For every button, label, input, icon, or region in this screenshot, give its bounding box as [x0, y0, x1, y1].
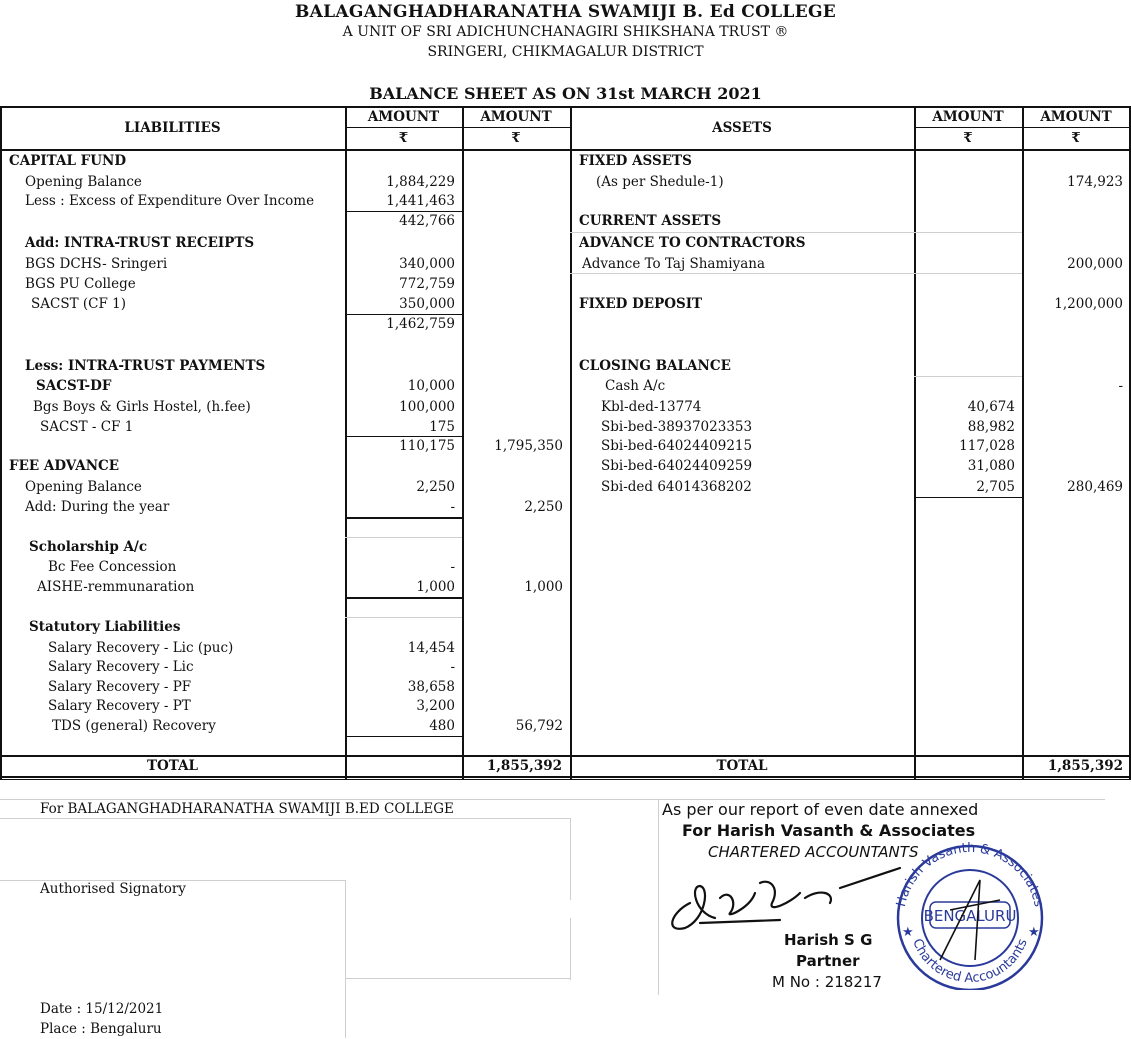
asset-label: Sbi-bed-64024409215 [601, 438, 753, 454]
asset-label: Sbi-bed-64024409259 [601, 458, 753, 474]
liability-amount-1: 10,000 [407, 378, 455, 394]
liability-amount-1: 350,000 [399, 296, 455, 312]
asset-amount1-currency: ₹ [963, 130, 973, 146]
assets-header: ASSETS [712, 120, 772, 136]
asset-label: FIXED ASSETS [579, 153, 692, 169]
liab-amount2-currency: ₹ [511, 130, 521, 146]
liability-amount-1: - [450, 559, 455, 575]
liability-amount-1: 442,766 [399, 213, 455, 229]
liability-label: AISHE-remmunaration [37, 579, 195, 595]
partner-signature [660, 858, 910, 938]
liability-label: Add: During the year [25, 499, 170, 515]
liability-label: Less : Excess of Expenditure Over Income [25, 193, 315, 209]
liab-amount1-currency: ₹ [398, 130, 409, 146]
college-name: BALAGANGHADHARANATHA SWAMIJI B. Ed COLLEGE [294, 2, 837, 22]
asset-amount1-header: AMOUNT [932, 109, 1004, 125]
liability-amount-1: 3,200 [416, 698, 455, 714]
asset-amount-2: 174,923 [1067, 174, 1123, 190]
sheet-title: BALANCE SHEET AS ON 31st MARCH 2021 [369, 84, 762, 103]
asset-amount-1: 88,982 [967, 419, 1015, 435]
svg-text:★: ★ [902, 925, 914, 940]
liability-label: Salary Recovery - Lic (puc) [48, 640, 234, 656]
asset-label: (As per Shedule-1) [596, 174, 724, 190]
asset-label: Advance To Taj Shamiyana [582, 256, 765, 272]
liability-label: FEE ADVANCE [9, 458, 120, 474]
signing-date: Date : 15/12/2021 [40, 1001, 164, 1017]
asset-label: Cash A/c [605, 378, 666, 394]
asset-amount-2: 1,200,000 [1054, 296, 1123, 312]
liabilities-header: LIABILITIES [124, 120, 221, 136]
asset-amount2-currency: ₹ [1071, 130, 1081, 146]
location-line: SRINGERI, CHIKMAGALUR DISTRICT [427, 44, 704, 60]
asset-label: FIXED DEPOSIT [579, 296, 703, 312]
liabilities-total-label: TOTAL [146, 758, 199, 774]
liability-amount-2: 1,000 [524, 579, 563, 595]
liability-amount-1: 14,454 [407, 640, 455, 656]
liability-label: SACST - CF 1 [40, 419, 134, 435]
liability-amount-1: 100,000 [399, 399, 455, 415]
authorised-signatory: Authorised Signatory [40, 881, 186, 897]
liability-amount-2: 1,795,350 [494, 438, 563, 454]
liability-label: Add: INTRA-TRUST RECEIPTS [25, 235, 255, 251]
partner-title: Partner [796, 952, 860, 970]
asset-amount-1: 31,080 [967, 458, 1015, 474]
liabilities-total-value: 1,855,392 [486, 758, 562, 774]
liability-amount-1: 1,441,463 [386, 193, 455, 209]
liability-amount-1: 480 [429, 718, 455, 734]
partner-name: Harish S G [784, 931, 873, 949]
auditor-firm-name: For Harish Vasanth & Associates [682, 821, 976, 840]
liability-label: BGS PU College [25, 276, 136, 292]
liability-amount-1: 175 [429, 419, 455, 435]
liab-amount2-header: AMOUNT [480, 109, 552, 125]
liability-amount-1: 340,000 [399, 256, 455, 272]
seal-top-text: Harish Vasanth & Associates [893, 840, 1046, 909]
liability-label: Opening Balance [25, 174, 142, 190]
liability-amount-1: - [450, 499, 455, 515]
liability-amount-1: 1,884,229 [386, 174, 455, 190]
liability-amount-1: - [450, 659, 455, 675]
asset-amount2-header: AMOUNT [1040, 109, 1112, 125]
seal-bottom-text: Chartered Accountants [909, 936, 1031, 987]
asset-amount-1: 40,674 [967, 399, 1015, 415]
seal-center-text: BENGALURU [923, 907, 1017, 925]
asset-label: ADVANCE TO CONTRACTORS [579, 235, 806, 251]
asset-label: CURRENT ASSETS [579, 213, 722, 229]
liability-label: Bc Fee Concession [48, 559, 177, 575]
asset-amount-2: 200,000 [1067, 256, 1123, 272]
for-college-line: For BALAGANGHADHARANATHA SWAMIJI B.ED COLLEGE [40, 801, 454, 817]
asset-label: Sbi-ded 64014368202 [601, 479, 752, 495]
liability-label: Salary Recovery - PT [48, 698, 191, 714]
asset-amount-2: - [1118, 378, 1123, 394]
asset-label: CLOSING BALANCE [579, 358, 731, 374]
liability-amount-1: 1,462,759 [386, 316, 455, 332]
auditor-report-line: As per our report of even date annexed [662, 800, 979, 819]
liability-label: SACST-DF [36, 378, 112, 394]
asset-label: Kbl-ded-13774 [601, 399, 702, 415]
auditor-seal [880, 840, 1060, 990]
liability-amount-1: 772,759 [399, 276, 455, 292]
liability-label: Scholarship A/c [29, 539, 148, 555]
assets-total-label: TOTAL [716, 758, 768, 774]
liability-label: CAPITAL FUND [9, 153, 127, 169]
liability-amount-2: 56,792 [515, 718, 563, 734]
liability-label: Salary Recovery - PF [48, 679, 192, 695]
liability-amount-1: 2,250 [416, 479, 455, 495]
membership-number: M No : 218217 [772, 973, 882, 991]
liability-label: Statutory Liabilities [29, 619, 181, 635]
svg-text:Chartered Accountants [909, 937, 1031, 986]
assets-total-value: 1,855,392 [1047, 758, 1123, 774]
liability-amount-1: 1,000 [416, 579, 455, 595]
liability-label: Salary Recovery - Lic [48, 659, 194, 675]
asset-amount-1: 2,705 [976, 479, 1015, 495]
liability-label: Opening Balance [25, 479, 142, 495]
liability-label: BGS DCHS- Sringeri [25, 256, 168, 272]
liability-amount-1: 110,175 [399, 438, 455, 454]
asset-amount-2: 280,469 [1067, 479, 1123, 495]
liability-amount-2: 2,250 [524, 499, 563, 515]
liability-amount-1: 38,658 [407, 679, 455, 695]
signing-place: Place : Bengaluru [40, 1021, 162, 1037]
asset-amount-1: 117,028 [959, 438, 1015, 454]
liability-label: SACST (CF 1) [31, 296, 126, 312]
asset-label: Sbi-bed-38937023353 [601, 419, 753, 435]
liability-label: Bgs Boys & Girls Hostel, (h.fee) [33, 399, 251, 415]
trust-line: A UNIT OF SRI ADICHUNCHANAGIRI SHIKSHANA TRUST ® [342, 24, 789, 40]
liability-label: Less: INTRA-TRUST PAYMENTS [25, 358, 266, 374]
svg-text:★: ★ [1028, 925, 1040, 940]
liability-label: TDS (general) Recovery [52, 718, 216, 734]
liab-amount1-header: AMOUNT [367, 109, 440, 125]
auditor-designation: CHARTERED ACCOUNTANTS [708, 843, 919, 861]
